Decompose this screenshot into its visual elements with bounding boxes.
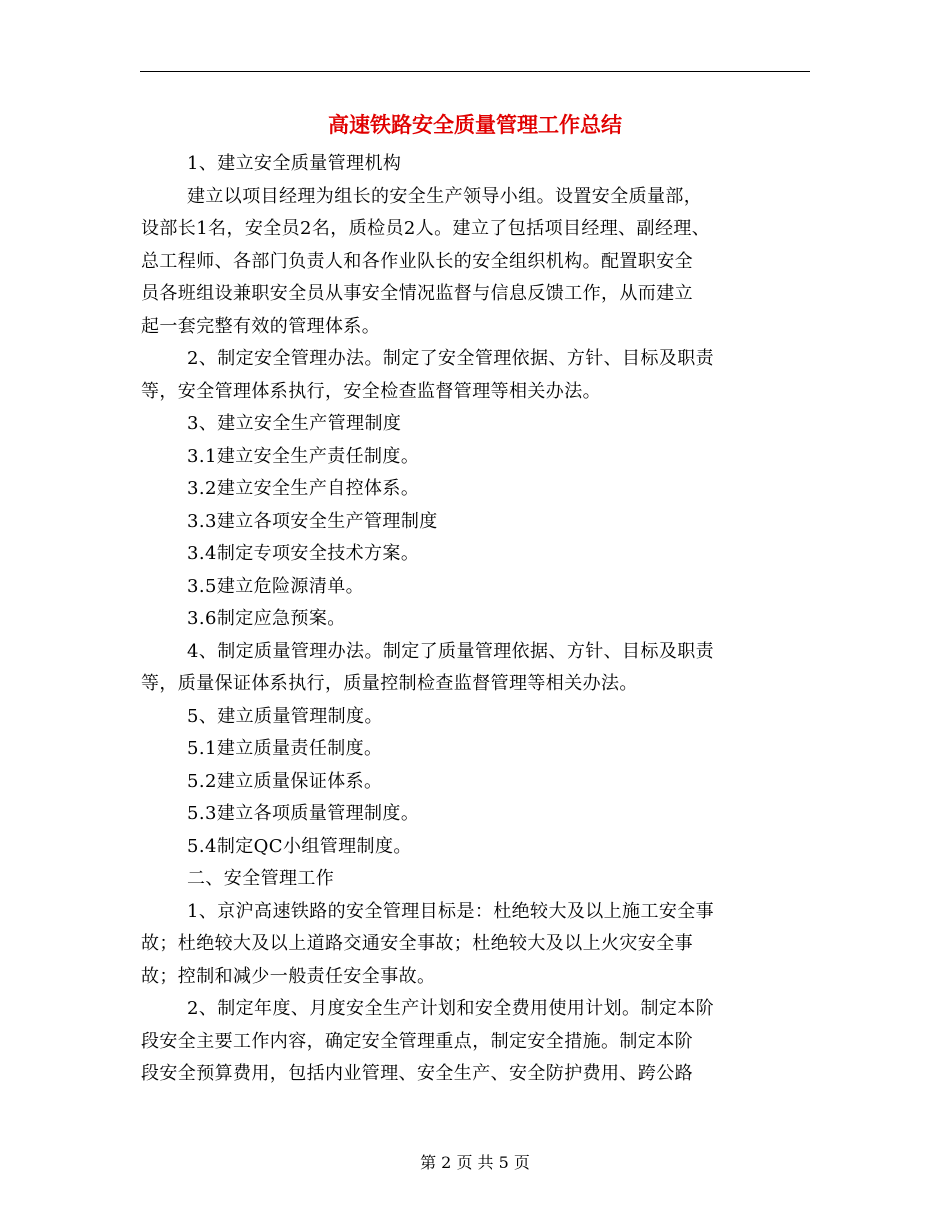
document-body: [141, 148, 813, 1091]
body-line: 2、制定年度、月度安全生产计划和安全费用使用计划。制定本阶: [187, 998, 715, 1019]
body-line: 二、安全管理工作: [187, 868, 335, 889]
body-line: 故；杜绝较大及以上道路交通安全事故；杜绝较大及以上火灾安全事: [141, 933, 693, 954]
body-line: 3.4制定专项安全技术方案。: [187, 543, 420, 564]
body-line: 5.2建立质量保证体系。: [187, 770, 383, 792]
body-line: 故；控制和减少一般责任安全事故。: [141, 965, 436, 987]
body-line: 段安全预算费用，包括内业管理、安全生产、安全防护费用、跨公路: [141, 1063, 693, 1084]
body-line: 起一套完整有效的管理体系。: [141, 315, 381, 337]
body-line: 3.3建立各项安全生产管理制度: [187, 510, 438, 532]
body-line: 设部长1名，安全员2名，质检员2人。建立了包括项目经理、副经理、: [141, 218, 711, 239]
body-line: 1、建立安全质量管理机构: [187, 153, 402, 174]
body-line: 3.5建立危险源清单。: [187, 575, 365, 597]
body-line: 3.6制定应急预案。: [187, 608, 346, 629]
body-line: 总工程师、各部门负责人和各作业队长的安全组织机构。配置职安全: [141, 250, 693, 272]
body-line: 4、制定质量管理办法。制定了质量管理依据、方针、目标及职责: [187, 640, 715, 662]
body-line: 等，安全管理体系执行，安全检查监督管理等相关办法。: [141, 380, 601, 402]
body-line: 员各班组设兼职安全员从事安全情况监督与信息反馈工作，从而建立: [141, 283, 693, 304]
body-line: 段安全主要工作内容，确定安全管理重点，制定安全措施。制定本阶: [141, 1030, 693, 1052]
body-line: 5.1建立质量责任制度。: [187, 738, 383, 759]
body-line: 1、京沪高速铁路的安全管理目标是：杜绝较大及以上施工安全事: [187, 900, 715, 922]
body-line: 2、制定安全管理办法。制定了安全管理依据、方针、目标及职责: [187, 348, 715, 369]
page-number-footer: 第 2 页 共 5 页: [420, 1153, 530, 1172]
body-line: 5.3建立各项质量管理制度。: [187, 803, 420, 824]
body-line: 5、建立质量管理制度。: [187, 705, 383, 727]
body-line: 5.4制定QC小组管理制度。: [187, 835, 412, 857]
body-line: 建立以项目经理为组长的安全生产领导小组。设置安全质量部，: [187, 185, 703, 207]
body-line: 3、建立安全生产管理制度: [187, 413, 402, 434]
body-line: 3.2建立安全生产自控体系。: [187, 478, 420, 499]
header-rule: [140, 71, 810, 72]
document-title: 高速铁路安全质量管理工作总结: [328, 112, 622, 137]
body-line: 等，质量保证体系执行，质量控制检查监督管理等相关办法。: [141, 673, 638, 694]
body-line: 3.1建立安全生产责任制度。: [187, 445, 420, 467]
